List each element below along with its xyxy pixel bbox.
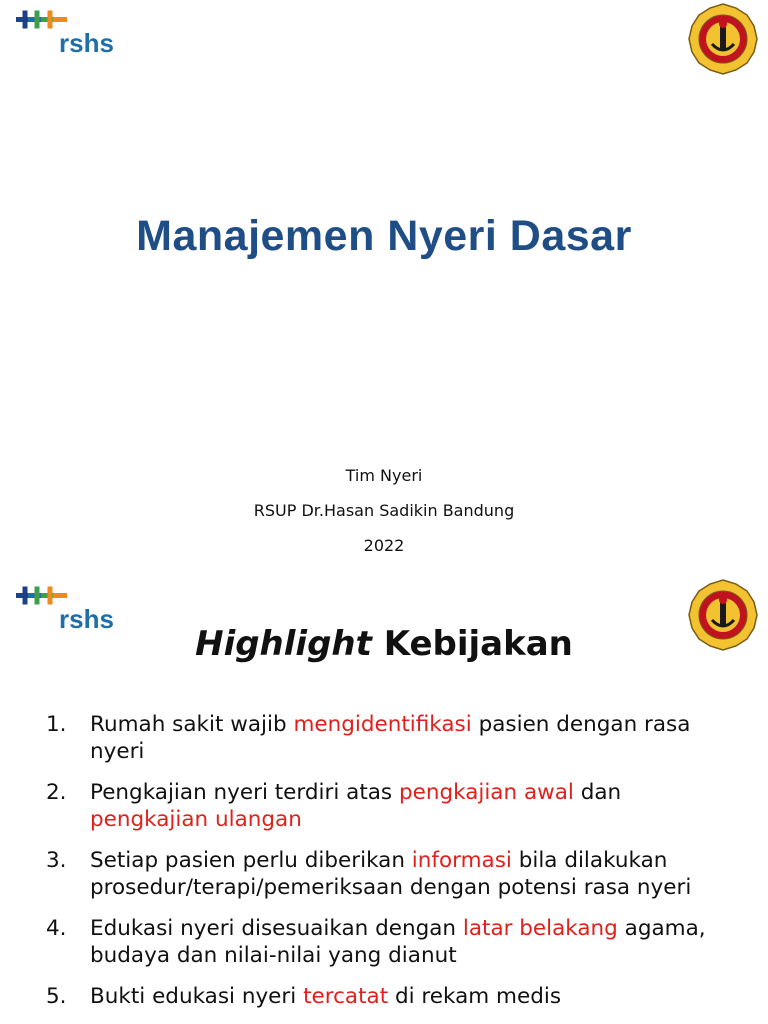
policy-item [0, 847, 768, 901]
policy-item [0, 983, 768, 1010]
policy-highlight-slide [0, 568, 768, 1024]
policy-text-segment: Rumah sakit wajib [90, 712, 294, 737]
slide-title-rest: Kebijakan [371, 624, 573, 664]
policy-item-text [90, 916, 706, 968]
highlighted-term: tercatat [303, 984, 389, 1009]
highlighted-term: informasi [411, 848, 512, 873]
policy-item [0, 779, 768, 833]
highlighted-term: pengkajian awal [398, 780, 574, 805]
policy-item-number: 1. [46, 712, 67, 737]
policy-text-segment: Pengkajian nyeri terdiri atas [90, 780, 399, 805]
policy-text-segment: Edukasi nyeri disesuaikan dengan [90, 916, 463, 941]
policy-item [0, 711, 768, 765]
policy-text-segment: Setiap pasien perlu diberikan [90, 848, 412, 873]
highlighted-term: latar belakang [462, 916, 618, 941]
presentation-title: Manajemen Nyeri Dasar [136, 212, 632, 260]
rshs-logo [14, 8, 146, 54]
policy-item-text [90, 984, 561, 1009]
policy-item-text [90, 780, 621, 832]
policy-text-segment: di rekam medis [388, 984, 562, 1009]
presentation-subtitle [0, 464, 768, 568]
unpad-seal-logo [686, 2, 760, 76]
team-name: Tim Nyeri [345, 466, 423, 485]
highlighted-term: mengidentifikasi [293, 712, 472, 737]
slide-title [0, 624, 768, 664]
policy-item-text [90, 712, 690, 764]
policy-item-number: 3. [46, 848, 67, 873]
policy-text-segment: bila dilakukan prosedur/terapi/pemeriksaan dengan potensi rasa nyeri [90, 848, 692, 900]
policy-item [0, 915, 768, 969]
policy-item-number: 4. [46, 916, 67, 941]
policy-text-segment: agama, budaya dan nilai-nilai yang dianut [90, 916, 706, 968]
policy-text-segment: dan [573, 780, 622, 805]
rshs-wordmark: rshs [59, 604, 114, 630]
highlighted-term: pengkajian ulangan [90, 807, 302, 832]
policy-text-segment: pasien dengan rasa nyeri [90, 712, 691, 764]
slide-title-italic: Highlight [195, 624, 372, 664]
rshs-wordmark: rshs [59, 28, 114, 54]
hospital-name: RSUP Dr.Hasan Sadikin Bandung [253, 501, 515, 520]
year: 2022 [363, 536, 405, 555]
rshs-cross-icon [16, 11, 67, 29]
policy-item-number: 2. [46, 780, 67, 805]
rshs-cross-icon [16, 587, 67, 605]
policy-text-segment: Bukti edukasi nyeri [90, 984, 304, 1009]
policy-item-text [90, 848, 691, 900]
policy-item-number: 5. [46, 984, 67, 1009]
policy-list [0, 711, 768, 1024]
